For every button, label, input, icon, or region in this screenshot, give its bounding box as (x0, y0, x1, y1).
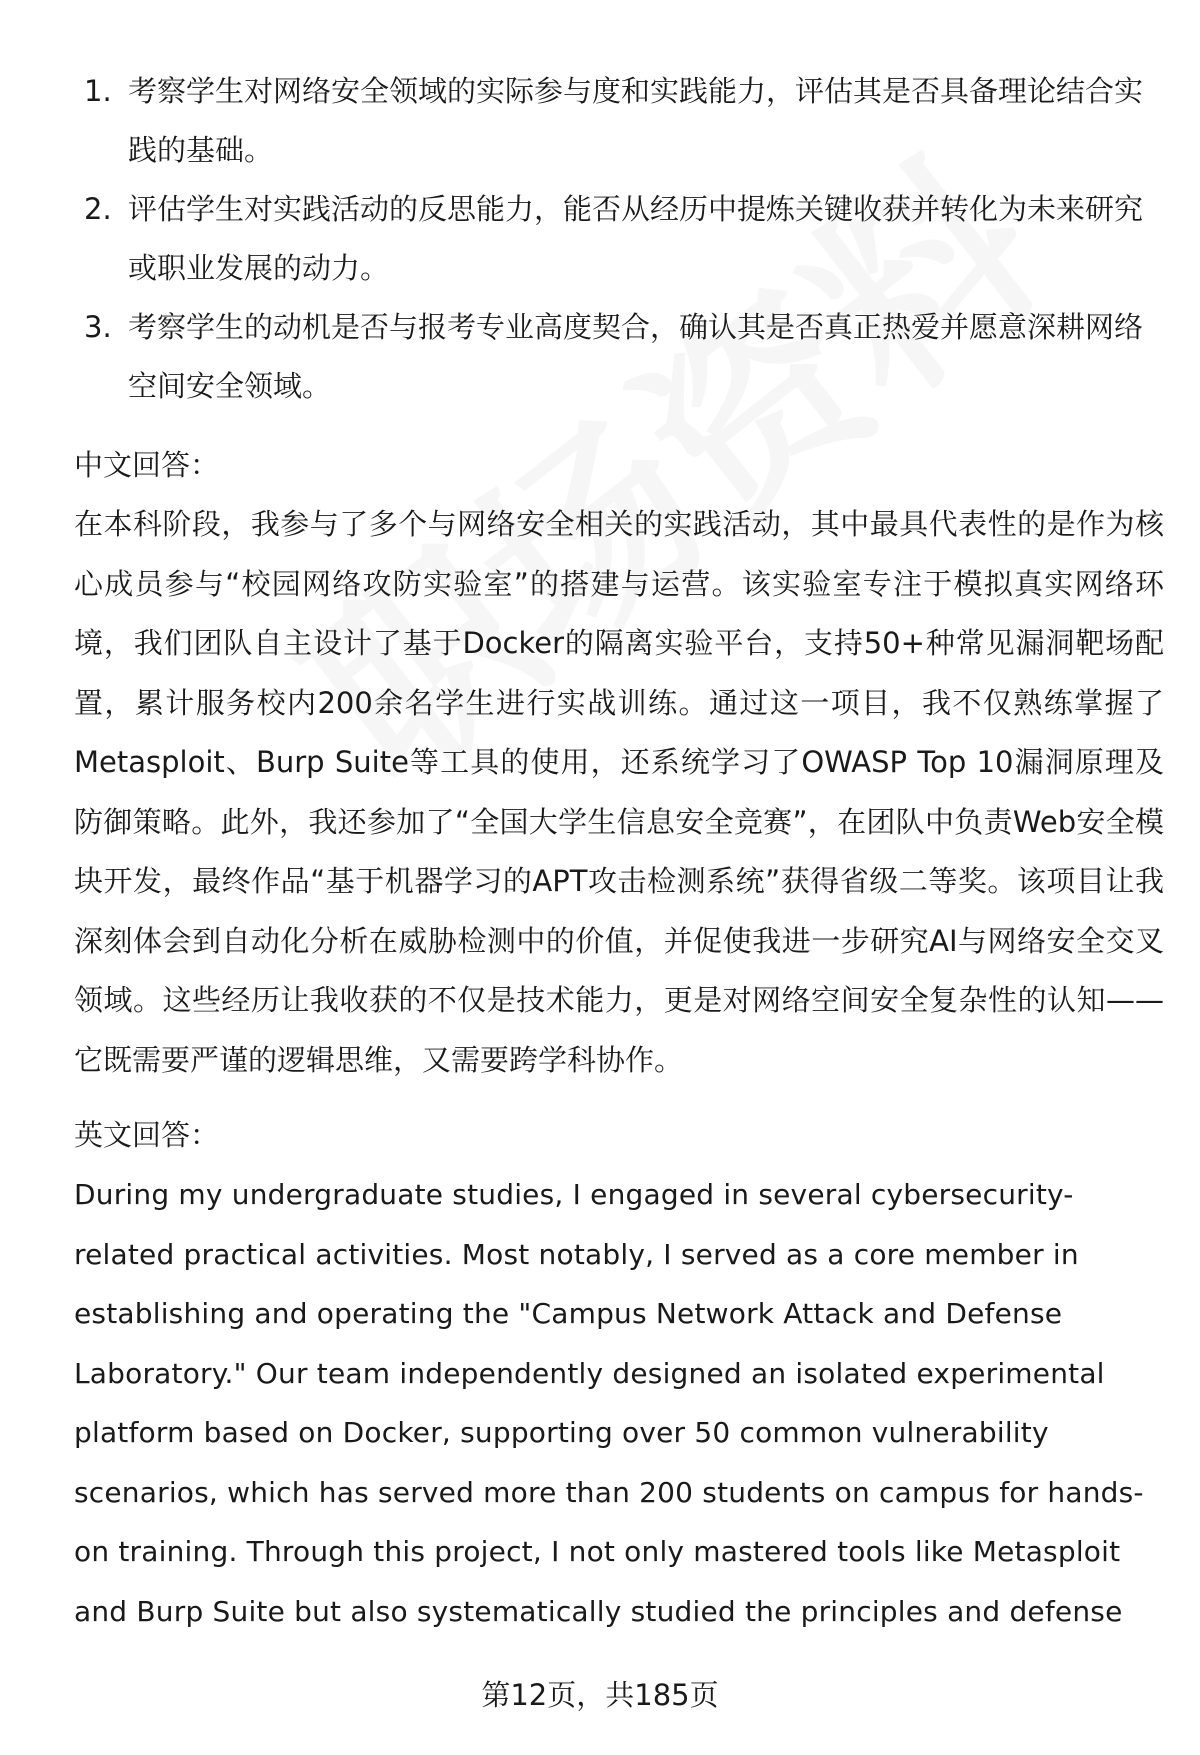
criteria-number: 1. (84, 74, 112, 108)
chinese-answer-label: 中文回答： (74, 448, 220, 482)
page-content (74, 62, 1164, 1641)
criteria-number: 2. (84, 192, 112, 226)
criteria-number: 3. (84, 310, 112, 344)
english-answer-text: During my undergraduate studies, I engaged in several cybersecurity-related practical activities. Most notably, I served as a core member in establishing and operating the "Campus Network Attack and Defense Laboratory." Our team independently designed an isolated experimental platform based on Docker, supporting over 50 common vulnerability scenarios, which has served more than 200 students on campus for hands-on training. Through this project, I not only mastered tools like Metasploit and Burp Suite but also systematically studied the principles and defense (74, 1178, 1144, 1628)
english-answer-label: 英文回答： (74, 1118, 220, 1152)
criteria-text: 考察学生对网络安全领域的实际参与度和实践能力，评估其是否具备理论结合实践的基础。 (128, 74, 1144, 167)
criteria-item (74, 298, 1164, 416)
chinese-answer-text: 在本科阶段，我参与了多个与网络安全相关的实践活动，其中最具代表性的是作为核心成员参与“校园网络攻防实验室”的搭建与运营。该实验室专注于模拟真实网络环境，我们团队自主设计了基于Docker的隔离实验平台，支持50+种常见漏洞靶场配置，累计服务校内200余名学生进行实战训练。通过这一项目，我不仅熟练掌握了Metasploit、Burp Suite等工具的使用，还系统学习了OWASP Top 10漏洞原理及防御策略。此外，我还参加了“全国大学生信息安全竞赛”，在团队中负责Web安全模块开发，最终作品“基于机器学习的APT攻击检测系统”获得省级二等奖。该项目让我深刻体会到自动化分析在威胁检测中的价值，并促使我进一步研究AI与网络安全交叉领域。这些经历让我收获的不仅是技术能力，更是对网络空间安全复杂性的认知——它既需要严谨的逻辑思维，又需要跨学科协作。 (74, 507, 1164, 1077)
evaluation-criteria-list (74, 62, 1164, 416)
criteria-item (74, 62, 1164, 180)
page-number-footer: 第12页，共185页 (481, 1678, 719, 1712)
criteria-item (74, 180, 1164, 298)
criteria-text: 考察学生的动机是否与报考专业高度契合，确认其是否真正热爱并愿意深耕网络空间安全领域。 (128, 310, 1144, 403)
criteria-text: 评估学生对实践活动的反思能力，能否从经历中提炼关键收获并转化为未来研究或职业发展的动力。 (128, 192, 1144, 285)
